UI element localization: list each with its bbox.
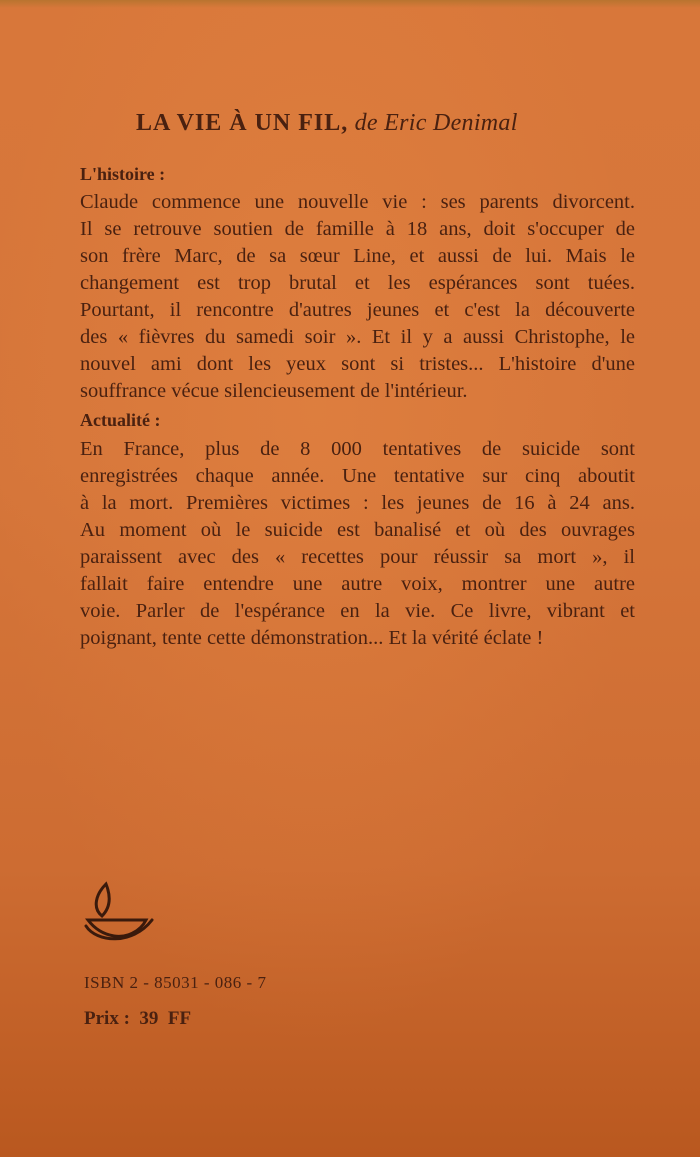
body-line: Claude commence une nouvelle vie : ses parents divorcent. [80, 191, 635, 213]
book-title [136, 110, 656, 137]
body-line: souffrance vécue silencieusement de l'intérieur. [80, 380, 468, 402]
body-line: Pourtant, il rencontre d'autres jeunes et c'est la découverte [80, 299, 635, 321]
oil-lamp-icon [82, 880, 154, 946]
body-line: Il se retrouve soutien de famille à 18 ans, doit s'occuper de [80, 218, 635, 240]
section-heading-histoire: L'histoire : [80, 164, 166, 184]
body-line: enregistrées chaque année. Une tentative sur cinq aboutit [80, 465, 635, 487]
body-line: En France, plus de 8 000 tentatives de suicide sont [80, 438, 635, 460]
body-line: à la mort. Premières victimes : les jeunes de 16 à 24 ans. [80, 492, 635, 514]
body-line: des « fièvres du samedi soir ». Et il y a aussi Christophe, le [80, 326, 635, 348]
body-line: Au moment où le suicide est banalisé et où des ouvrages [80, 519, 635, 541]
body-line: changement est trop brutal et les espérances sont tuées. [80, 272, 635, 294]
cover-top-edge [0, 0, 700, 8]
body-line: voie. Parler de l'espérance en la vie. Ce livre, vibrant et [80, 600, 635, 622]
section-body-actualite [80, 436, 635, 652]
title-main: LA VIE À UN FIL, [136, 110, 349, 136]
body-line: son frère Marc, de sa sœur Line, et aussi de lui. Mais le [80, 245, 635, 267]
body-line: poignant, tente cette démonstration... Et la vérité éclate ! [80, 627, 544, 649]
price: Prix : 39 FF [84, 1008, 192, 1029]
section-body-histoire [80, 189, 635, 405]
body-line: paraissent avec des « recettes pour réussir sa mort », il [80, 546, 635, 568]
title-author: de Eric Denimal [354, 110, 518, 136]
isbn: ISBN 2 - 85031 - 086 - 7 [84, 973, 267, 992]
body-line: fallait faire entendre une autre voix, montrer une autre [80, 573, 635, 595]
body-line: nouvel ami dont les yeux sont si tristes... L'histoire d'une [80, 353, 635, 375]
section-heading-actualite: Actualité : [80, 410, 161, 430]
